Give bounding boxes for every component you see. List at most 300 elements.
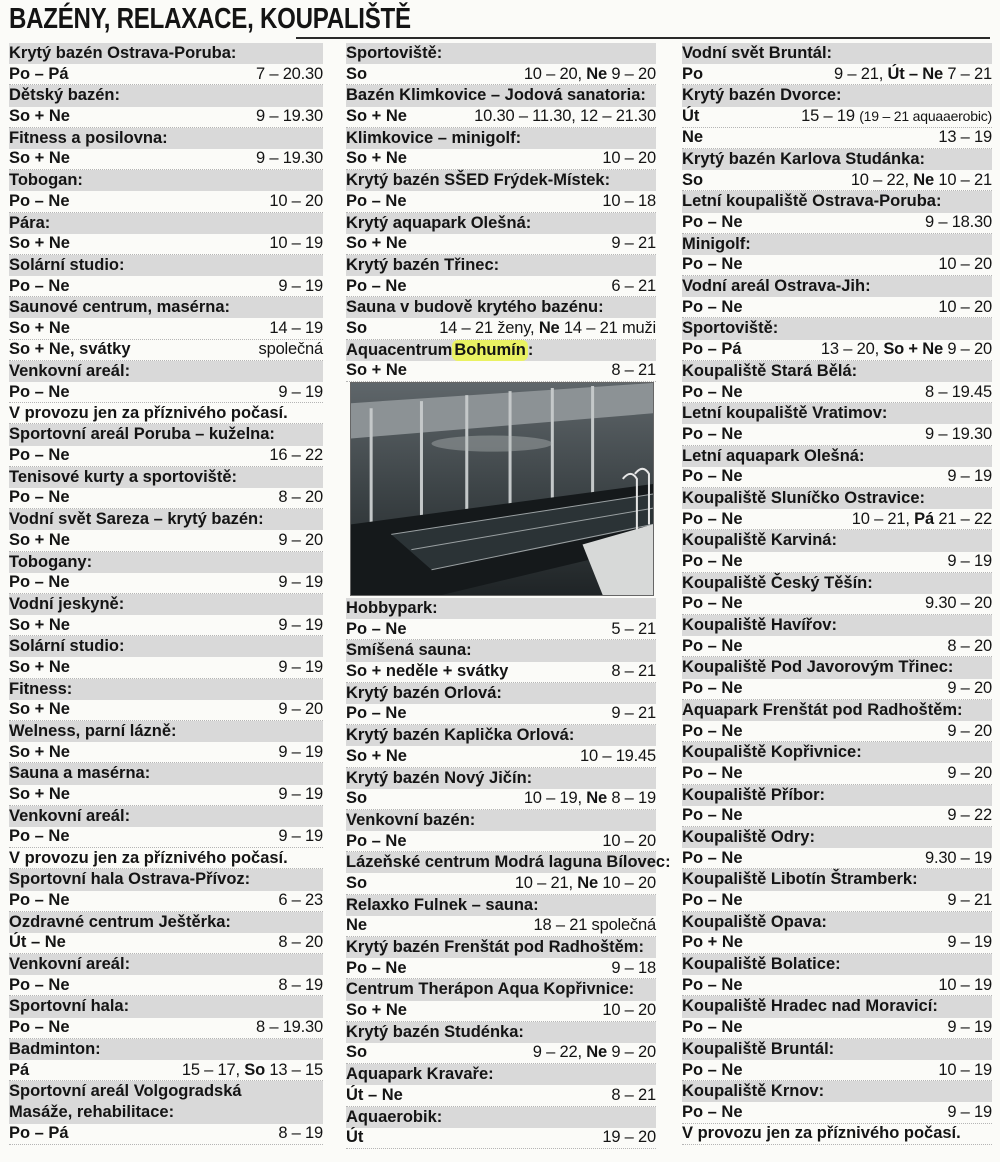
venue-heading-sportovni-areal-volgogradska: Sportovní areál Volgogradská — [9, 1081, 323, 1102]
venue-heading-lazenske-centrum-modra-laguna-bilovec: Lázeňské centrum Modrá laguna Bílovec: — [346, 852, 656, 873]
venue-heading-saunove-centrum-maserna: Saunové centrum, masérna: — [9, 297, 323, 318]
days-label: So + Ne — [9, 149, 70, 168]
hours-secondary-text: 14 – 21 muži — [559, 318, 656, 337]
opening-hours — [938, 297, 992, 318]
venue-heading-ozdravne-centrum-jesterka: Ozdravné centrum Ještěrka: — [9, 912, 323, 933]
days-label: So + Ne — [9, 615, 70, 634]
days-label: Út — [346, 1128, 364, 1147]
opening-hours — [947, 763, 992, 784]
hours-text: 9 – 19 — [947, 1018, 992, 1037]
opening-hours — [938, 975, 992, 996]
opening-hours — [947, 721, 992, 742]
days-label: Po – Pá — [9, 64, 69, 83]
hours-text: 8 – 19.30 — [255, 1018, 323, 1037]
venue-heading-text: Aquacentrum — [346, 340, 453, 359]
days-label: Po – Ne — [346, 831, 407, 850]
hours-text: 10 – 20 — [602, 831, 656, 850]
days-label: Po – Ne — [346, 276, 407, 295]
venue-heading-kryty-aquapark-olesna: Krytý aquapark Olešná: — [346, 213, 656, 234]
schedule-row — [346, 191, 656, 212]
opening-hours — [611, 703, 656, 724]
schedule-row — [682, 552, 992, 573]
venue-heading-vodni-svet-bruntal: Vodní svět Bruntál: — [682, 43, 992, 64]
highlighted-place-name: Bohumín — [452, 340, 528, 361]
opening-hours — [278, 382, 323, 403]
days-label: Pá — [9, 1060, 30, 1079]
venue-heading-kryty-bazen-novy-jicin: Krytý bazén Nový Jičín: — [346, 768, 656, 789]
weather-note: V provozu jen za příznivého počasí. — [682, 1124, 992, 1145]
hours-text: 10 – 18 — [602, 191, 656, 210]
schedule-row — [682, 975, 992, 996]
days-label: Po – Pá — [682, 340, 742, 359]
schedule-row — [9, 149, 323, 170]
hours-text: 8 – 19 — [278, 975, 323, 994]
schedule-row — [346, 704, 656, 725]
days-label: Po – Ne — [9, 891, 70, 909]
opening-hours — [611, 360, 656, 381]
hours-secondary-days: So + Ne — [883, 340, 943, 359]
opening-hours — [278, 615, 323, 636]
venue-heading-koupaliste-bruntal: Koupaliště Bruntál: — [682, 1039, 992, 1060]
venue-heading-vodni-svet-sareza-kryty-bazen: Vodní svět Sareza – krytý bazén: — [9, 509, 323, 530]
hours-text: 15 – 17, — [181, 1060, 245, 1079]
days-label: Po – Ne — [346, 958, 407, 977]
hours-text: 9 – 19.30 — [255, 149, 323, 168]
hours-text: 9 – 19 — [947, 552, 992, 570]
venue-heading-kryty-bazen-ssed-frydek-mistek: Krytý bazén SŠED Frýdek-Místek: — [346, 170, 656, 191]
days-label: Po + Ne — [682, 933, 743, 952]
hours-text: 13 – 20, — [820, 340, 884, 359]
hours-text: 10 – 21, — [514, 873, 578, 892]
hours-text: 8 – 19 — [278, 1124, 323, 1143]
venue-heading-masaze-rehabilitace: Masáže, rehabilitace: — [9, 1102, 323, 1123]
days-label: So + Ne — [9, 657, 70, 676]
venue-heading-koupaliste-koprivnice: Koupaliště Kopřivnice: — [682, 742, 992, 763]
venue-heading-colon: : — [527, 340, 534, 359]
opening-hours — [801, 106, 992, 127]
opening-hours — [256, 64, 323, 85]
days-label: So + Ne — [346, 746, 407, 765]
opening-hours — [611, 619, 656, 640]
hours-secondary-days: Út – Ne — [887, 64, 943, 83]
days-label: Po – Ne — [9, 382, 70, 401]
hours-text: 14 – 19 — [269, 318, 323, 337]
schedule-row — [9, 700, 323, 721]
hours-text: 8 – 21 — [611, 361, 656, 380]
opening-hours — [256, 1017, 323, 1038]
schedule-row — [9, 446, 323, 467]
days-label: Po – Ne — [682, 1102, 743, 1121]
opening-hours — [278, 657, 323, 678]
schedule-row — [9, 340, 323, 361]
schedule-row — [682, 1060, 992, 1081]
venue-heading-sportoviste: Sportoviště: — [682, 318, 992, 339]
opening-hours — [269, 318, 323, 339]
schedule-row — [346, 361, 656, 382]
venue-heading-sportovni-hala-ostrava-privoz: Sportovní hala Ostrava-Přívoz: — [9, 869, 323, 890]
opening-hours — [851, 170, 992, 191]
schedule-row — [346, 873, 656, 894]
venue-heading-hobbypark: Hobbypark: — [346, 598, 656, 619]
hours-text: 10 – 19 — [938, 1060, 992, 1079]
venue-heading-centrum-therapon-aqua-koprivnice: Centrum Therápon Aqua Kopřivnice: — [346, 979, 656, 1000]
venue-heading-aquapark-kravare: Aquapark Kravaře: — [346, 1064, 656, 1085]
days-label: So + Ne — [346, 149, 407, 168]
days-label: Út — [682, 107, 700, 126]
schedule-row — [682, 170, 992, 191]
opening-hours — [947, 805, 992, 826]
schedule-row — [9, 234, 323, 255]
days-label: Po – Ne — [9, 573, 70, 592]
opening-hours — [524, 64, 656, 85]
schedule-row — [682, 382, 992, 403]
opening-hours — [278, 932, 323, 953]
opening-hours — [182, 1060, 323, 1081]
opening-hours — [278, 530, 323, 551]
days-label: Po – Ne — [682, 552, 743, 570]
days-label: So + Ne — [9, 785, 70, 804]
schedule-row — [346, 149, 656, 170]
hours-text: 9 – 20 — [947, 679, 992, 698]
opening-hours — [611, 276, 656, 297]
schedule-column-1 — [9, 43, 323, 1145]
opening-hours — [269, 445, 323, 466]
page-title: BAZÉNY, RELAXACE, KOUPALIŠTĚ — [9, 3, 411, 35]
opening-hours — [278, 572, 323, 593]
schedule-row — [346, 107, 656, 128]
schedule-column-2 — [346, 43, 671, 1149]
hours-text: 9 – 18 — [611, 958, 656, 977]
schedule-row — [9, 488, 323, 509]
venue-heading-letni-aquapark-olesna: Letní aquapark Olešná: — [682, 446, 992, 467]
schedule-row — [682, 297, 992, 318]
hours-text: 9 – 19 — [278, 615, 323, 634]
days-label: Po – Ne — [346, 619, 407, 638]
schedule-row — [682, 891, 992, 912]
opening-hours — [259, 339, 323, 360]
hours-text: 10 – 20 — [938, 255, 992, 274]
schedule-row — [9, 657, 323, 678]
days-label: Po – Ne — [682, 679, 743, 698]
venue-heading-minigolf: Minigolf: — [682, 234, 992, 255]
schedule-row — [682, 721, 992, 742]
venue-heading-welness-parni-lazne: Welness, parní lázně: — [9, 721, 323, 742]
schedule-row — [682, 509, 992, 530]
hours-text: 5 – 21 — [611, 619, 656, 638]
hours-text: 10 – 19 — [938, 975, 992, 994]
opening-hours — [602, 148, 656, 169]
opening-hours — [947, 466, 992, 487]
opening-hours — [947, 678, 992, 699]
days-label: Út – Ne — [346, 1085, 403, 1104]
days-label: Ne — [682, 128, 704, 147]
schedule-row — [682, 763, 992, 784]
days-label: Po – Ne — [9, 488, 70, 507]
hours-secondary-text: 13 – 15 — [264, 1060, 323, 1079]
hours-text: 16 – 22 — [269, 446, 323, 465]
hours-secondary-text: 7 – 21 — [942, 64, 992, 83]
hours-text: 9 – 19 — [278, 827, 323, 846]
opening-hours — [938, 127, 992, 148]
hours-text: 15 – 19 — [801, 107, 860, 126]
days-label: Po – Ne — [9, 191, 70, 210]
hours-text: 9 – 19.30 — [924, 424, 992, 443]
hours-secondary-text: 21 – 22 — [933, 509, 992, 528]
hours-text: 6 – 23 — [278, 891, 323, 909]
schedule-row — [9, 64, 323, 85]
days-label: So + Ne — [9, 107, 70, 126]
schedule-row — [682, 933, 992, 954]
venue-heading-aquapark-frenstat-pod-radhostem: Aquapark Frenštát pod Radhoštěm: — [682, 700, 992, 721]
venue-heading-aquaerobik: Aquaerobik: — [346, 1107, 656, 1128]
schedule-row — [682, 213, 992, 234]
days-label: So + Ne — [9, 530, 70, 549]
hours-text: 9 – 22 — [947, 806, 992, 825]
venue-heading-vodni-areal-ostrava-jih: Vodní areál Ostrava-Jih: — [682, 276, 992, 297]
schedule-row — [346, 1001, 656, 1022]
schedule-row — [682, 636, 992, 657]
schedule-row — [682, 467, 992, 488]
hours-secondary-text: 9 – 20 — [606, 64, 656, 83]
schedule-row — [346, 318, 656, 339]
days-label: Po – Ne — [682, 721, 743, 740]
days-label: So + Ne — [9, 234, 70, 253]
days-label: Po – Ne — [682, 382, 743, 401]
opening-hours — [602, 1127, 656, 1148]
hours-text: 6 – 21 — [611, 276, 656, 295]
opening-hours — [269, 191, 323, 212]
hours-text: 10 – 19, — [523, 789, 587, 808]
hours-text: 9 – 19 — [278, 573, 323, 592]
days-label: So + Ne — [9, 318, 70, 337]
venue-heading-koupaliste-slunicko-ostravice: Koupaliště Sluníčko Ostravice: — [682, 488, 992, 509]
venue-heading-bazen-klimkovice-jodova-sanatoria: Bazén Klimkovice – Jodová sanatoria: — [346, 85, 656, 106]
hours-text: 9 – 22, — [532, 1043, 587, 1062]
venue-heading-koupaliste-pod-javorovym-trinec: Koupaliště Pod Javorovým Třinec: — [682, 657, 992, 678]
hours-text: 9 – 19 — [947, 1102, 992, 1121]
opening-hours — [533, 1042, 656, 1063]
title-underline — [296, 37, 990, 39]
days-label: Po – Ne — [9, 446, 70, 465]
hours-text: 8 – 20 — [278, 488, 323, 507]
days-label: Po – Ne — [682, 297, 743, 316]
hours-text: 10 – 20, — [523, 64, 587, 83]
venue-heading-koupaliste-hradec-nad-moravici: Koupaliště Hradec nad Moravicí: — [682, 996, 992, 1017]
hours-secondary-days: Ne — [586, 1043, 607, 1062]
schedule-row — [346, 958, 656, 979]
schedule-row — [9, 827, 323, 848]
hours-text: 9 – 21, — [834, 64, 888, 83]
hours-text: 9 – 20 — [278, 700, 323, 719]
opening-hours — [256, 148, 323, 169]
venue-heading-sportovni-areal-poruba-kuzelna: Sportovní areál Poruba – kuželna: — [9, 424, 323, 445]
hours-text: 7 – 20.30 — [255, 64, 323, 83]
schedule-row — [346, 789, 656, 810]
opening-hours — [602, 831, 656, 852]
hours-text: 9 – 21 — [947, 891, 992, 909]
opening-hours — [947, 890, 992, 911]
hours-secondary-days: Pá — [914, 509, 934, 528]
schedule-row — [9, 573, 323, 594]
days-label: Po – Ne — [682, 424, 743, 443]
schedule-row — [9, 191, 323, 212]
opening-hours — [278, 784, 323, 805]
days-label: Po – Ne — [682, 891, 743, 909]
opening-hours — [278, 276, 323, 297]
aquacentrum-photo — [350, 382, 654, 596]
hours-text: 9 – 19 — [278, 382, 323, 401]
hours-text: 9 – 20 — [947, 763, 992, 782]
venue-heading-kryty-bazen-kaplicka-orlova: Krytý bazén Kaplička Orlová: — [346, 725, 656, 746]
hours-secondary-text: 10 – 21 — [933, 170, 992, 189]
days-label: Po – Ne — [346, 704, 407, 723]
venue-heading-kryty-bazen-trinec: Krytý bazén Třinec: — [346, 255, 656, 276]
schedule-row — [346, 1128, 656, 1149]
opening-hours — [278, 890, 323, 911]
venue-heading-sportoviste: Sportoviště: — [346, 43, 656, 64]
days-label: So + Ne — [346, 1001, 407, 1020]
venue-heading-aquacentrum-bohumin — [346, 340, 656, 361]
venue-heading-kryty-bazen-studenka: Krytý bazén Studénka: — [346, 1022, 656, 1043]
hours-text: 9 – 19 — [278, 276, 323, 295]
days-label: Po – Ne — [682, 806, 743, 825]
weather-note: V provozu jen za příznivého počasí. — [9, 848, 323, 869]
hours-text: 8 – 19.45 — [924, 382, 992, 401]
venue-heading-fitness: Fitness: — [9, 679, 323, 700]
schedule-row — [682, 806, 992, 827]
hours-extra-note: (19 – 21 aquaaerobic) — [859, 108, 992, 125]
opening-hours — [947, 551, 992, 572]
venue-heading-sportovni-hala: Sportovní hala: — [9, 996, 323, 1017]
venue-heading-koupaliste-havirov: Koupaliště Havířov: — [682, 615, 992, 636]
opening-hours — [278, 699, 323, 720]
opening-hours — [925, 593, 992, 614]
opening-hours — [269, 233, 323, 254]
schedule-row — [9, 276, 323, 297]
hours-secondary-days: Ne — [586, 789, 607, 808]
venue-heading-koupaliste-pribor: Koupaliště Příbor: — [682, 785, 992, 806]
opening-hours — [611, 233, 656, 254]
days-label: So + Ne, svátky — [9, 340, 131, 359]
hours-secondary-days: Ne — [913, 170, 934, 189]
opening-hours — [602, 191, 656, 212]
opening-hours — [925, 848, 992, 869]
opening-hours — [938, 1060, 992, 1081]
days-label: Po – Ne — [682, 1060, 743, 1079]
opening-hours — [821, 339, 992, 360]
schedule-row — [346, 662, 656, 683]
hours-text: 10 – 19.45 — [580, 746, 656, 765]
venue-heading-badminton: Badminton: — [9, 1039, 323, 1060]
days-label: Po – Pá — [9, 1124, 69, 1143]
schedule-row — [346, 1085, 656, 1106]
opening-hours — [474, 106, 656, 127]
days-label: So — [346, 318, 368, 337]
hours-secondary-days: Ne — [586, 64, 607, 83]
days-label: Po – Ne — [682, 255, 743, 274]
days-label: Po – Ne — [682, 213, 743, 231]
opening-hours — [925, 424, 992, 445]
days-label: Po – Ne — [9, 276, 70, 295]
hours-text: 8 – 20 — [278, 933, 323, 952]
days-label: Po – Ne — [9, 827, 70, 846]
hours-text: 9 – 21 — [611, 234, 656, 253]
days-label: So + Ne — [346, 234, 407, 253]
schedule-row — [682, 128, 992, 149]
days-label: Út – Ne — [9, 933, 66, 952]
venue-heading-solarni-studio: Solární studio: — [9, 255, 323, 276]
days-label: Po – Ne — [682, 467, 743, 486]
venue-heading-kryty-bazen-orlova: Krytý bazén Orlová: — [346, 683, 656, 704]
venue-heading-venkovni-bazen: Venkovní bazén: — [346, 810, 656, 831]
venue-heading-klimkovice-minigolf: Klimkovice – minigolf: — [346, 128, 656, 149]
days-label: Po – Ne — [682, 1018, 743, 1037]
days-label: So — [346, 789, 368, 808]
schedule-row — [346, 746, 656, 767]
days-label: Po – Ne — [682, 509, 743, 528]
hours-text: 9 – 20 — [278, 530, 323, 549]
opening-hours — [852, 509, 992, 530]
schedule-row — [346, 234, 656, 255]
venue-heading-koupaliste-stara-bela: Koupaliště Stará Bělá: — [682, 361, 992, 382]
hours-text: 14 – 21 ženy, — [439, 318, 539, 337]
venue-heading-para: Pára: — [9, 213, 323, 234]
venue-heading-detsky-bazen: Dětský bazén: — [9, 85, 323, 106]
days-label: So + Ne — [346, 361, 407, 380]
venue-heading-kryty-bazen-dvorce: Krytý bazén Dvorce: — [682, 85, 992, 106]
venue-heading-venkovni-areal: Venkovní areál: — [9, 954, 323, 975]
opening-hours — [611, 958, 656, 979]
opening-hours — [278, 826, 323, 847]
opening-hours — [611, 661, 656, 682]
days-label: Po – Ne — [682, 975, 743, 994]
opening-hours — [278, 1123, 323, 1144]
hours-text: 9 – 20 — [947, 721, 992, 740]
days-label: Po — [682, 64, 704, 83]
schedule-row — [9, 975, 323, 996]
schedule-row — [9, 107, 323, 128]
weather-note: V provozu jen za příznivého počasí. — [9, 403, 323, 424]
venue-heading-kryty-bazen-ostrava-poruba: Krytý bazén Ostrava-Poruba: — [9, 43, 323, 64]
opening-hours — [256, 106, 323, 127]
schedule-row — [9, 382, 323, 403]
days-label: Po – Ne — [682, 763, 743, 782]
hours-text: 9 – 18.30 — [924, 213, 992, 231]
venue-heading-tenisove-kurty-a-sportoviste: Tenisové kurty a sportoviště: — [9, 467, 323, 488]
venue-heading-koupaliste-libotin-stramberk: Koupaliště Libotín Štramberk: — [682, 869, 992, 890]
days-label: So + Ne — [9, 700, 70, 719]
opening-hours — [278, 975, 323, 996]
hours-text: 9 – 19 — [278, 742, 323, 761]
venue-heading-sauna-v-budove-kryteho-bazenu: Sauna v budově krytého bazénu: — [346, 297, 656, 318]
opening-hours — [947, 1017, 992, 1038]
days-label: Po – Ne — [682, 636, 743, 655]
hours-text: 9 – 19 — [278, 657, 323, 676]
opening-hours — [834, 64, 992, 85]
venue-heading-vodni-jeskyne: Vodní jeskyně: — [9, 594, 323, 615]
venue-heading-koupaliste-bolatice: Koupaliště Bolatice: — [682, 954, 992, 975]
opening-hours — [925, 212, 992, 233]
hours-text: 9 – 19 — [947, 933, 992, 952]
venue-heading-kryty-bazen-frenstat-pod-radhostem: Krytý bazén Frenštát pod Radhoštěm: — [346, 937, 656, 958]
schedule-row — [9, 1018, 323, 1039]
hours-text: 19 – 20 — [602, 1128, 656, 1147]
hours-text: 9 – 19 — [278, 785, 323, 804]
opening-hours — [947, 932, 992, 953]
opening-hours — [278, 742, 323, 763]
hours-text: 10 – 19 — [269, 234, 323, 253]
schedule-row — [682, 340, 992, 361]
